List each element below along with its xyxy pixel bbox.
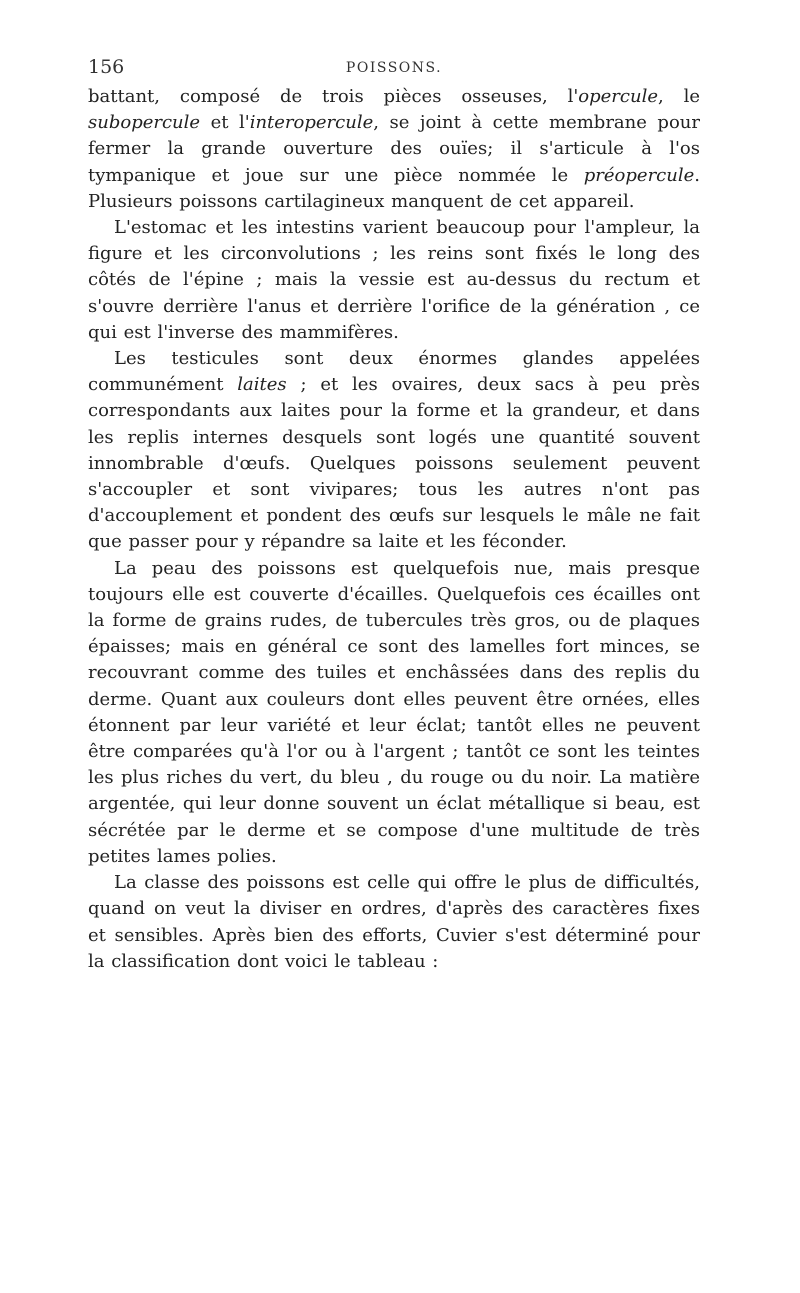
text-run: La classe des poissons est celle qui offre le plus de difficultés, quand on veut la diviser en ordres, d'après des caractères fixes et sensibles. Après bien des efforts, Cuvier s'est déterminé pour la classification dont voici le tableau : (88, 872, 700, 972)
paragraph-classe (88, 870, 700, 975)
running-title: POISSONS. (345, 60, 443, 76)
italic-term-preopercule: préopercule (583, 164, 695, 186)
italic-term-interopercule: interopercule (249, 112, 374, 134)
book-page (88, 54, 700, 975)
page-number: 156 (88, 56, 125, 78)
text-run: ; et les ovaires, deux sacs à peu près correspondants aux laites pour la forme et la grandeur, et dans les replis internes desquels sont logés une quantité souvent innombrable d'œufs. Quelques poissons seulement peuvent s'accoupler et sont vivipares; tous les autres n'ont pas d'accouplement et pondent des œufs sur lesquels le mâle ne fait que passer pour y répandre sa laite et les féconder. (88, 374, 700, 553)
italic-term-opercule: opercule (578, 86, 658, 107)
text-run: . Plusieurs poissons cartilagineux manquent de cet appareil. (88, 164, 700, 212)
paragraph-testicules (88, 346, 700, 556)
italic-term-laites: laites (237, 374, 287, 396)
italic-term-subopercule: subopercule (88, 112, 201, 134)
text-run: , se joint à cette membrane pour fermer la grande ouverture des ouïes; il s'articule à l'os tympanique et joue sur une pièce nommée le (88, 112, 700, 186)
text-run: L'estomac et les intestins varient beaucoup pour l'ampleur, la figure et les circonvolutions ; les reins sont fixés le long des côtés de l'épine ; mais la vessie est au-dessus du rectum et s'ouvre derrière l'anus et derrière l'orifice de la génération , ce qui est l'inverse des mammifères. (88, 217, 700, 343)
text-run: battant, composé de trois pièces osseuses, l' (88, 86, 579, 107)
text-run: Les testicules sont deux énormes glandes appelées communément (88, 348, 700, 396)
text-run: La peau des poissons est quelquefois nue, mais presque toujours elle est couverte d'écailles. Quelquefois ces écailles ont la forme de grains rudes, de tubercules très gros, ou de plaques épaisses; mais en général ce sont des lamelles fort minces, se recouvrant comme des tuiles et enchâssées dans des replis du derme. Quant aux couleurs dont elles peuvent être ornées, elles étonnent par leur variété et leur éclat; tantôt elles ne peuvent être comparées qu'à l'or ou à l'argent ; tantôt ce sont les teintes les plus riches du vert, du bleu , du rouge ou du noir. La matière argentée, qui leur donne souvent un éclat métallique si beau, est sécrétée par le derme et se compose d'une multitude de très petites lames polies. (88, 557, 700, 867)
paragraph-continued-opercule (88, 84, 700, 215)
running-head (88, 54, 700, 84)
paragraph-peau (88, 556, 700, 870)
text-run: , le (658, 86, 700, 107)
text-run: et l' (200, 112, 250, 134)
paragraph-estomac (88, 215, 700, 346)
